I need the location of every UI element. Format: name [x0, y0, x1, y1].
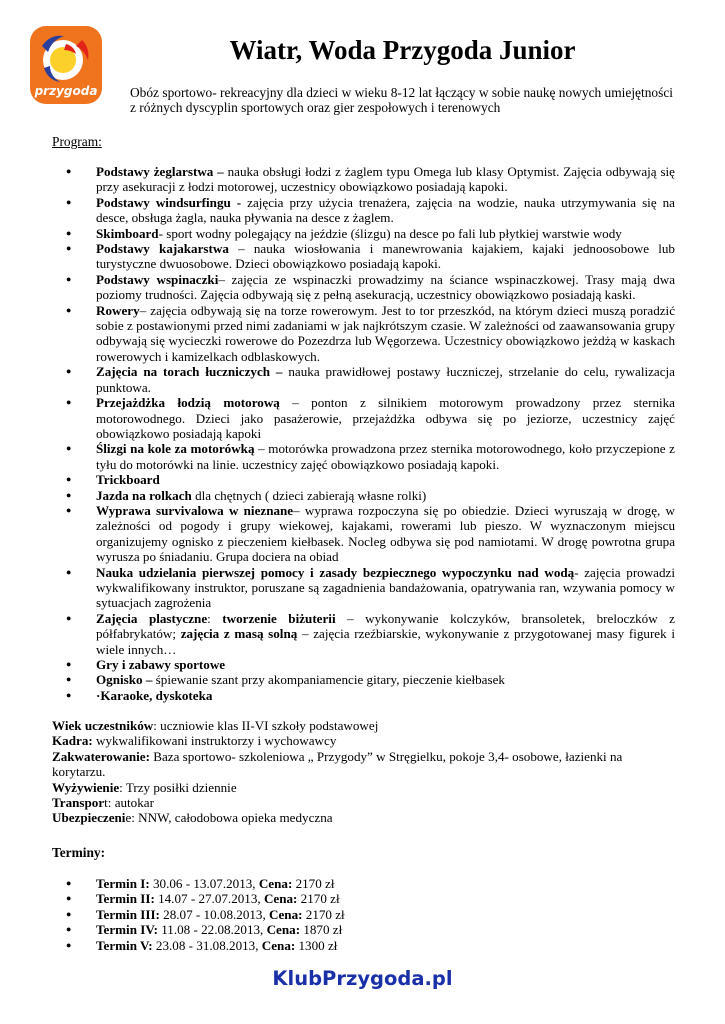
term-price-label: Cena:: [261, 937, 296, 953]
list-item: [96, 164, 675, 195]
item-title: tworzenie biżuterii: [222, 610, 336, 626]
term-price-label: Cena:: [269, 906, 303, 922]
item-text: – motorówka prowadzona przez sternika motorowodnego, koło przyczepione z tyłu do motorówki na linie. uczestnicy zajęć obowiązkowo posiadają kapoki.: [96, 441, 675, 472]
item-title: Podstawy żeglarstwa –: [96, 164, 224, 179]
term-item: [96, 907, 675, 922]
item-title: Trickboard: [96, 472, 160, 488]
przygoda-logo: [30, 26, 102, 104]
info-value: : uczniowie klas II-VI szkoły podstawowej: [153, 718, 379, 733]
item-text: – nauka wiosłowania i manewrowania kajakiem, kajaki jednoosobowe lub turystyczne dwuosobowe. Dzieci obowiązkowo posiadają kapoki.: [96, 241, 675, 272]
list-item: [96, 441, 675, 472]
info-value: wykwalifikowani instruktorzy i wychowawcy: [92, 733, 337, 749]
item-title: Podstawy kajakarstwa: [96, 241, 229, 257]
list-item: [96, 672, 675, 687]
item-title: Ognisko –: [96, 672, 153, 688]
item-text: śpiewanie szant przy akompaniamencie gitary, pieczenie kiełbasek: [152, 672, 505, 688]
term-dates: 11.08 - 22.08.2013,: [157, 922, 267, 938]
term-item: [96, 922, 675, 937]
term-dates: 14.07 - 27.07.2013,: [154, 891, 264, 907]
item-text: – zajęcia ze wspinaczki prowadzimy na ściance wspinaczkowej. Trasy mają dwa poziomy trudności. Zajęcia odbywają się z pełną asekuracją, uczestnicy obowiązkowo posiadają kaski.: [96, 271, 676, 303]
page-title: Wiatr, Woda Przygoda Junior: [229, 35, 576, 65]
term-price: 1300 zł: [295, 937, 338, 953]
info-value: t: autokar: [104, 795, 154, 811]
item-title: Jazda na rolkach: [96, 487, 192, 503]
info-label: Zakwaterowanie:: [52, 748, 150, 764]
term-item: [96, 938, 675, 953]
item-text: – ponton z silnikiem motorowym prowadzony przez sternika motorowodnego. Dzieci jako pasażerowie, przejażdżka odbywa się po jeziorze, uczestnicy zajęć obowiązkowo posiadają kapoki: [96, 395, 675, 441]
term-price: 1870 zł: [300, 922, 343, 938]
item-title: Rowery: [96, 302, 140, 318]
camp-info: [52, 718, 675, 826]
item-title: Zajęcia na torach łuczniczych –: [96, 364, 283, 380]
info-age: [52, 718, 675, 733]
info-value: e: NNW, całodobowa opieka medyczna: [125, 810, 333, 826]
list-item: [96, 195, 675, 226]
term-dates: 28.07 - 10.08.2013,: [159, 906, 270, 922]
item-text: - sport wodny polegający na jeździe (ślizgu) na desce po fali lub płytkiej warstwie wody: [158, 225, 622, 241]
term-price: 2170 zł: [302, 906, 345, 922]
list-item: [96, 688, 675, 703]
item-text: – wykonywanie kolczyków, bransoletek, breloczków z półfabrykatów;: [96, 610, 675, 642]
item-text: – zajęcia odbywają się na torze rowerowym. Jest to tor przeszkód, na którym dzieci muszą poradzić sobie z postawionymi przed nimi zadaniami w jak najkrótszym czasie. W zależności od zaawansowania grupy odbywają się wycieczki rowerowe do Pozezdrza lub Węgorzewa. Uczestnicy obowiązkowo jeżdżą w kaskach rowerowych i kamizelkach odblaskowych.: [96, 302, 675, 364]
list-item: [96, 488, 675, 503]
item-title: Ślizgi na kole za motorówką: [96, 441, 255, 457]
term-name: Termin I:: [96, 876, 150, 891]
item-text: - zajęcia prowadzi wykwalifikowany instruktor, poruszane są zagadnienia bandażowania, opatrywania ran, wzywania pomocy w sytuacjach zagrożenia: [96, 564, 675, 611]
item-title: Podstawy windsurfingu -: [96, 194, 248, 210]
info-label: Kadra:: [52, 733, 93, 749]
terms-list: [52, 876, 675, 953]
info-accommodation: [52, 749, 675, 780]
info-label: Wiek uczestników: [52, 718, 154, 733]
term-price-label: Cena:: [263, 891, 298, 907]
list-item: [96, 503, 675, 565]
info-meals: [52, 780, 675, 795]
list-item: [96, 472, 675, 487]
term-name: Termin III:: [96, 906, 160, 922]
info-label: Transpor: [52, 795, 105, 811]
term-name: Termin V:: [96, 937, 153, 953]
item-text: nauka prawidłowej postawy łuczniczej, strzelanie do celu, rywalizacja punktowa.: [96, 364, 675, 395]
term-item: [96, 891, 675, 906]
term-price-label: Cena:: [258, 876, 293, 891]
klubprzygoda-link[interactable]: KlubPrzygoda.pl: [272, 967, 453, 990]
activities-list: [52, 164, 675, 703]
info-staff: [52, 733, 675, 748]
term-price: 2170 zł: [292, 876, 335, 891]
list-item: [96, 565, 675, 611]
item-text: :: [207, 610, 223, 626]
item-text: nauka obsługi łodzi z żaglem typu Omega lub klasy Optymist. Zajęcia odbywają się przy asekuracji z łodzi motorowej, uczestnicy obowiązkowo posiadają kapoki.: [96, 164, 675, 195]
list-item: [96, 657, 675, 672]
item-title: Nauka udzielania pierwszej pomocy i zasady bezpiecznego wypoczynku nad wodą: [96, 564, 575, 580]
list-item: [96, 364, 675, 395]
term-name: Termin II:: [96, 891, 155, 907]
term-dates: 30.06 - 13.07.2013,: [149, 876, 259, 891]
list-item: [96, 395, 675, 441]
term-price-label: Cena:: [266, 922, 301, 938]
info-transport: [52, 795, 675, 810]
list-item: [96, 272, 675, 303]
item-text: – wyprawa rozpoczyna się po obiedzie. Dzieci wyruszają w drogę, w zależności od pogody i grupy wiekowej, kajakami, rowerami lub pieszo. W wyznaczonym miejscu organizujemy ognisko z pieczeniem kiełbasek. Nocleg odbywa się pod namiotami. W drogę powrotna grupa wyrusza po śniadaniu. Grupa dociera na obiad: [96, 502, 675, 565]
item-title: ·Karaoke, dyskoteka: [96, 687, 213, 703]
info-value: : Trzy posiłki dziennie: [119, 779, 237, 795]
intro-paragraph: Obóz sportowo- rekreacyjny dla dzieci w wieku 8-12 lat łączący w sobie naukę nowych umiejętności z różnych dyscyplin sportowych oraz gier zespołowych i terenowych: [130, 85, 673, 115]
item-text: zajęcia przy użycia trenażera, zajęcia na wodzie, nauka utrzymywania się na desce, obsługa żagla, nauka pływania na desce z żaglem.: [96, 194, 675, 226]
item-title: zajęcia z masą solną: [180, 626, 298, 642]
info-value: Baza sportowo- szkoleniowa „ Przygody” w Stręgielku, pokoje 3,4- osobowe, łazienki na korytarzu.: [52, 748, 623, 780]
terms-heading: Terminy:: [52, 845, 106, 860]
item-text: – zajęcia rzeźbiarskie, wykonywanie z przygotowanej masy figurek i wiele innych…: [96, 626, 675, 657]
item-title: Gry i zabawy sportowe: [96, 657, 226, 672]
item-title: Zajęcia plastyczne: [96, 610, 208, 626]
przygoda-logo-icon: [30, 26, 102, 104]
term-item: [96, 876, 675, 891]
list-item: [96, 611, 675, 657]
info-label: Wyżywienie: [52, 779, 120, 795]
item-title: Skimboard: [96, 225, 159, 241]
list-item: [96, 226, 675, 241]
logo-text: przygoda: [34, 84, 98, 98]
list-item: [96, 241, 675, 272]
item-text: dla chętnych ( dzieci zabierają własne rolki): [191, 487, 427, 503]
info-label: Ubezpieczeni: [52, 810, 126, 826]
term-name: Termin IV:: [96, 922, 158, 938]
item-title: Wyprawa survivalowa w nieznane: [96, 502, 294, 518]
info-insurance: [52, 810, 675, 825]
item-title: Podstawy wspinaczki: [96, 271, 219, 287]
term-dates: 23.08 - 31.08.2013,: [152, 937, 262, 953]
term-price: 2170 zł: [297, 891, 340, 907]
program-heading: Program:: [52, 134, 102, 149]
item-title: Przejażdżka łodzią motorową: [96, 395, 280, 411]
list-item: [96, 303, 675, 365]
